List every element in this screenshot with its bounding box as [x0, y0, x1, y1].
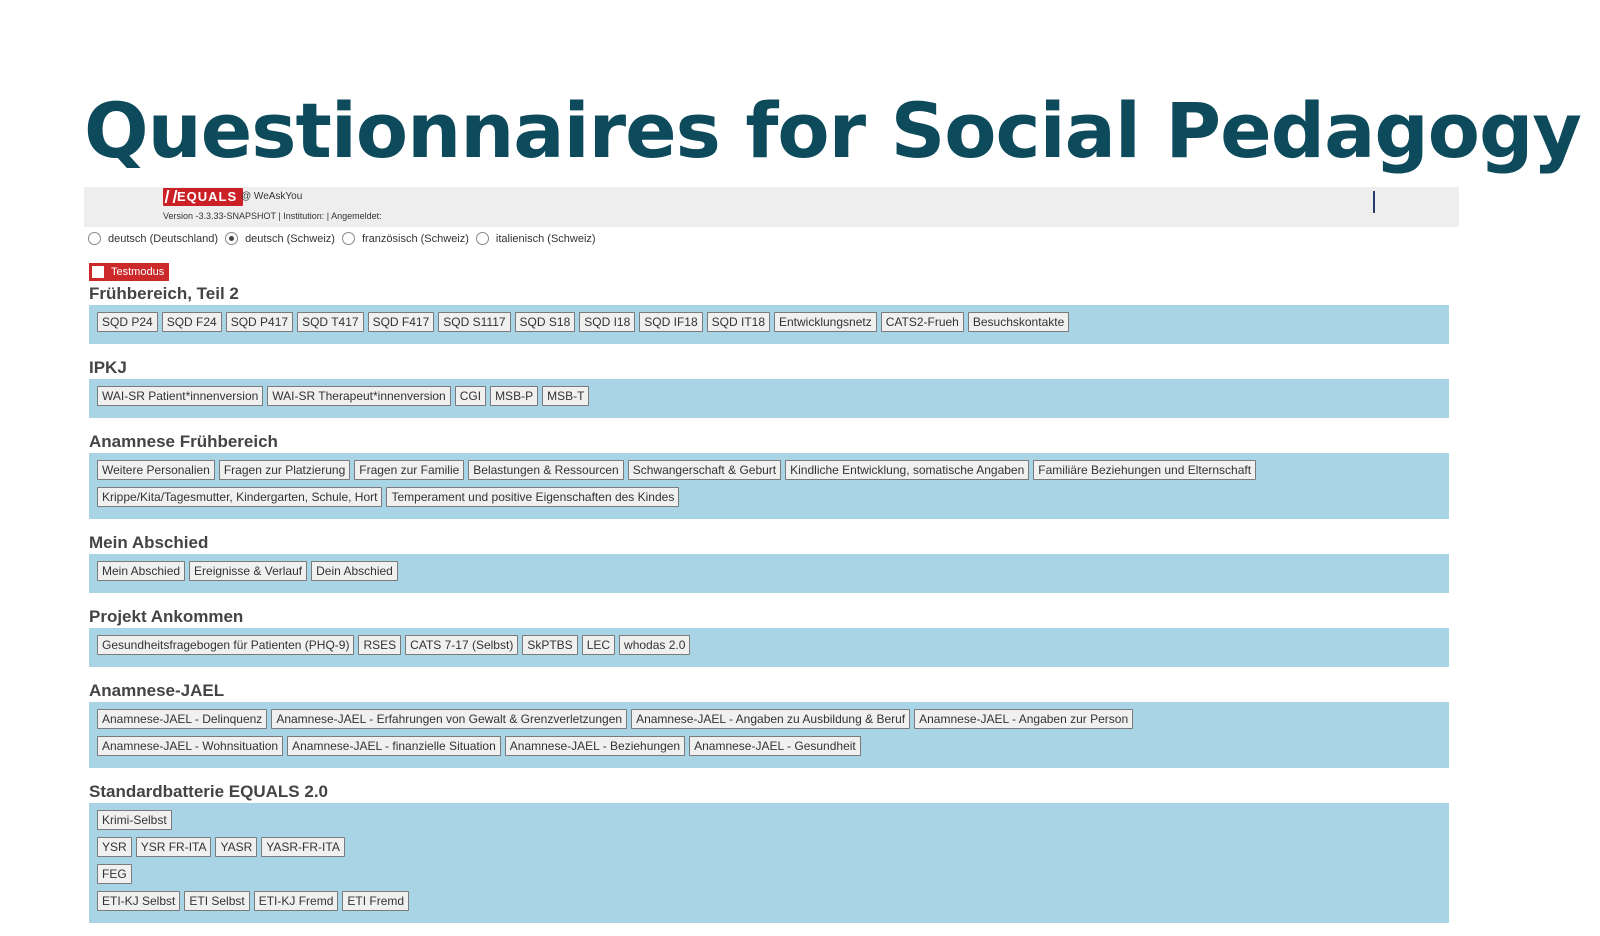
button-row — [97, 487, 1441, 514]
questionnaire-button[interactable]: Dein Abschied — [311, 561, 398, 581]
questionnaire-button[interactable]: WAI-SR Therapeut*innenversion — [267, 386, 450, 406]
questionnaire-button[interactable]: YSR — [97, 837, 132, 857]
questionnaire-button[interactable]: SkPTBS — [522, 635, 577, 655]
questionnaire-button[interactable]: Ereignisse & Verlauf — [189, 561, 307, 581]
questionnaire-button[interactable]: ETI Fremd — [342, 891, 409, 911]
section-panel — [89, 305, 1449, 344]
language-label: deutsch (Deutschland) — [108, 232, 219, 245]
section-panel — [89, 453, 1449, 519]
language-option[interactable] — [88, 232, 218, 245]
questionnaire-button[interactable]: Anamnese-JAEL - Beziehungen — [505, 736, 685, 756]
questionnaire-button[interactable]: SQD T417 — [297, 312, 363, 332]
button-row — [97, 810, 1441, 837]
language-radio[interactable] — [88, 232, 101, 245]
testmodus-toggle[interactable] — [89, 263, 169, 281]
questionnaire-button[interactable]: CATS2-Frueh — [881, 312, 964, 332]
questionnaire-button[interactable]: Fragen zur Familie — [354, 460, 464, 480]
language-label: deutsch (Schweiz) — [245, 232, 335, 245]
questionnaire-button[interactable]: MSB-P — [490, 386, 538, 406]
questionnaire-button[interactable]: Belastungen & Ressourcen — [468, 460, 623, 480]
questionnaire-button[interactable]: Mein Abschied — [97, 561, 185, 581]
questionnaire-button[interactable]: RSES — [358, 635, 401, 655]
app-header — [84, 187, 1459, 227]
questionnaire-button[interactable]: YSR FR-ITA — [136, 837, 212, 857]
section-title: Frühbereich, Teil 2 — [89, 284, 239, 303]
questionnaire-button[interactable]: YASR-FR-ITA — [261, 837, 345, 857]
language-radio[interactable] — [476, 232, 489, 245]
equals-logo-icon — [165, 190, 178, 203]
page-title: Questionnaires for Social Pedagogy — [84, 86, 1581, 175]
button-row — [97, 312, 1441, 339]
section-panel — [89, 702, 1449, 768]
questionnaire-button[interactable]: Fragen zur Platzierung — [219, 460, 350, 480]
questionnaire-button[interactable]: Entwicklungsnetz — [774, 312, 877, 332]
section-panel — [89, 554, 1449, 593]
questionnaire-button[interactable]: WAI-SR Patient*innenversion — [97, 386, 263, 406]
questionnaire-button[interactable]: Krippe/Kita/Tagesmutter, Kindergarten, Schule, Hort — [97, 487, 382, 507]
brand-suffix: @ WeAskYou — [241, 191, 303, 202]
questionnaire-button[interactable]: Anamnese-JAEL - Delinquenz — [97, 709, 267, 729]
questionnaire-button[interactable]: Besuchskontakte — [968, 312, 1069, 332]
questionnaire-button[interactable]: MSB-T — [542, 386, 589, 406]
button-row — [97, 891, 1441, 918]
testmodus-checkbox[interactable] — [92, 266, 104, 278]
language-option[interactable] — [225, 232, 335, 245]
section-panel — [89, 803, 1449, 923]
equals-logo[interactable] — [163, 188, 243, 206]
questionnaire-button[interactable]: Gesundheitsfragebogen für Patienten (PHQ-9) — [97, 635, 354, 655]
testmodus-label: Testmodus — [111, 266, 165, 278]
language-label: italienisch (Schweiz) — [495, 232, 596, 245]
questionnaire-button[interactable]: Anamnese-JAEL - finanzielle Situation — [287, 736, 501, 756]
section-title: Projekt Ankommen — [89, 607, 244, 626]
questionnaire-button[interactable]: SQD S1117 — [438, 312, 510, 332]
language-label: französisch (Schweiz) — [361, 232, 469, 245]
logo-text: EQUALS — [177, 189, 238, 204]
questionnaire-button[interactable]: Anamnese-JAEL - Angaben zur Person — [914, 709, 1133, 729]
questionnaire-button[interactable]: CGI — [455, 386, 486, 406]
section-title: Anamnese-JAEL — [89, 681, 225, 700]
questionnaire-button[interactable]: Krimi-Selbst — [97, 810, 172, 830]
questionnaire-button[interactable]: SQD IT18 — [707, 312, 770, 332]
button-row — [97, 837, 1441, 864]
section-panel — [89, 379, 1449, 418]
questionnaire-button[interactable]: YASR — [215, 837, 257, 857]
app-window — [84, 187, 1459, 908]
language-option[interactable] — [476, 232, 596, 245]
questionnaire-button[interactable]: Anamnese-JAEL - Gesundheit — [689, 736, 861, 756]
questionnaire-button[interactable]: FEG — [97, 864, 132, 884]
questionnaire-button[interactable]: Schwangerschaft & Geburt — [628, 460, 781, 480]
section-title: IPKJ — [89, 358, 127, 377]
section-title: Mein Abschied — [89, 533, 209, 552]
language-option[interactable] — [342, 232, 469, 245]
button-row — [97, 386, 1441, 413]
questionnaire-button[interactable]: SQD P24 — [97, 312, 158, 332]
button-row — [97, 709, 1441, 736]
questionnaire-button[interactable]: Kindliche Entwicklung, somatische Angaben — [785, 460, 1029, 480]
questionnaire-button[interactable]: SQD S18 — [515, 312, 576, 332]
questionnaire-button[interactable]: Temperament und positive Eigenschaften des Kindes — [386, 487, 679, 507]
questionnaire-button[interactable]: ETI-KJ Fremd — [254, 891, 339, 911]
questionnaire-button[interactable]: ETI-KJ Selbst — [97, 891, 180, 911]
section-title: Standardbatterie EQUALS 2.0 — [89, 782, 329, 801]
text-cursor — [1373, 191, 1375, 213]
language-radio[interactable] — [225, 232, 238, 245]
questionnaire-button[interactable]: SQD IF18 — [639, 312, 702, 332]
button-row — [97, 635, 1441, 662]
button-row — [97, 460, 1441, 487]
questionnaire-button[interactable]: ETI Selbst — [184, 891, 249, 911]
questionnaire-button[interactable]: SQD P417 — [226, 312, 293, 332]
button-row — [97, 864, 1441, 891]
button-row — [97, 561, 1441, 588]
section-title: Anamnese Frühbereich — [89, 432, 278, 451]
version-info: Version -3.3.33-SNAPSHOT | Institution: | Angemeldet: — [163, 211, 382, 221]
questionnaire-button[interactable]: SQD I18 — [579, 312, 635, 332]
questionnaire-button[interactable]: Anamnese-JAEL - Wohnsituation — [97, 736, 283, 756]
questionnaire-button[interactable]: Familiäre Beziehungen und Elternschaft — [1033, 460, 1256, 480]
section-panel — [89, 628, 1449, 667]
button-row — [97, 736, 1441, 763]
questionnaire-button[interactable]: SQD F24 — [162, 312, 222, 332]
questionnaire-button[interactable]: LEC — [582, 635, 615, 655]
questionnaire-button[interactable]: whodas 2.0 — [619, 635, 690, 655]
questionnaire-button[interactable]: Anamnese-JAEL - Angaben zu Ausbildung & Beruf — [631, 709, 910, 729]
questionnaire-button[interactable]: Anamnese-JAEL - Erfahrungen von Gewalt & Grenzverletzungen — [271, 709, 627, 729]
questionnaire-button[interactable]: CATS 7-17 (Selbst) — [405, 635, 518, 655]
language-radio[interactable] — [342, 232, 355, 245]
questionnaire-button[interactable]: Weitere Personalien — [97, 460, 215, 480]
questionnaire-sections — [89, 283, 1449, 936]
language-selector — [88, 232, 603, 245]
questionnaire-button[interactable]: SQD F417 — [368, 312, 435, 332]
